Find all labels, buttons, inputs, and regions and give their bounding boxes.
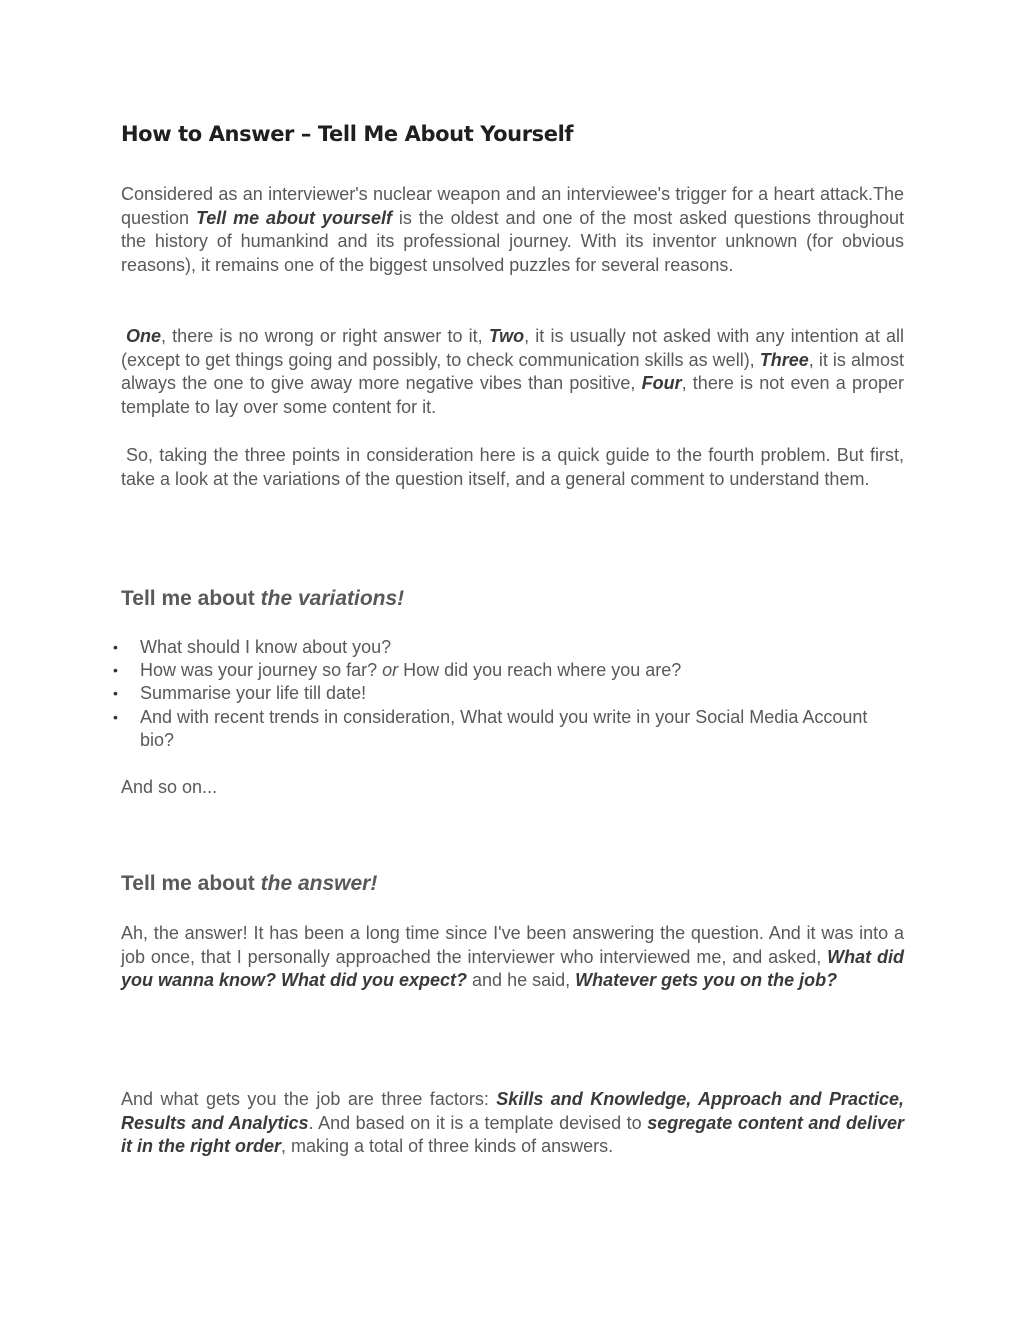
bullet-icon: • [113,639,118,655]
point-two: Two [488,326,525,346]
answer-heading-italic: the answer! [260,872,378,895]
list-item [0,706,904,752]
list-item [0,682,904,705]
intro-paragraph [121,183,904,278]
factors-emphasis-1: Skills and Knowledge, Approach and Practice, Results and Analytics [121,1089,904,1133]
points-text-4: , there is not even a proper template to lay over some content for it. [121,373,904,418]
points-text-3: , it is almost always the one to give away more negative vibes than positive, [121,349,904,394]
answer-emphasis-2: Whatever gets you on the job? [575,970,838,991]
variations-heading [121,587,404,611]
intro-text-2: is the oldest and one of the most asked questions throughout the history of humankind and its professional journey. With its inventor unknown (for obvious reasons), it remains one of the biggest unsolved puzzles for several reasons. [121,207,905,276]
guide-paragraph: So, taking the three points in consideration here is a quick guide to the fourth problem. But first, take a look at the variations of the question itself, and a general comment to understand them. [121,445,904,489]
points-text-1: , there is no wrong or right answer to it, [161,326,489,346]
points-paragraph [121,325,904,420]
list-item-rest: How did you reach where you are? [398,660,682,681]
answer-text-2: and he said, [467,970,576,991]
intro-emphasis: Tell me about yourself [195,207,392,228]
answer-heading [121,872,377,896]
list-item [0,659,904,682]
list-item-text: What should I know about you? [140,637,392,657]
factors-text-3: , making a total of three kinds of answers. [281,1136,614,1157]
answer-emphasis-1: What did you wanna know? What did you expect? [121,946,905,991]
bullet-icon: • [113,685,118,702]
factors-text-1: And what gets you the job are three factors: [121,1089,497,1109]
list-item-italic: or [382,660,399,681]
variations-heading-plain: Tell me about [121,587,261,610]
point-three: Three [759,349,809,370]
factors-emphasis-2: segregate content and deliver it in the right order [121,1112,905,1157]
point-one: One [126,326,162,346]
factors-text-2: . And based on it is a template devised to [308,1112,648,1133]
list-item-text: And with recent trends in consideration, What would you write in your Social Media Account bio? [140,706,868,750]
bullet-icon: • [113,662,118,679]
point-four: Four [641,373,682,394]
variations-heading-italic: the variations! [260,587,405,610]
bullet-icon: • [113,708,118,725]
list-item [0,636,904,659]
points-text-2: , it is usually not asked with any intention at all (except to get things going and possibly, to check communication skills as well), [121,326,904,370]
list-item-text: Summarise your life till date! [140,683,367,704]
answer-text-1: Ah, the answer! It has been a long time since I've been answering the question. And it was into a job once, that I personally approached the interviewer who interviewed me, and asked, [121,923,904,967]
variations-closing: And so on... [121,777,218,797]
answer-paragraph [121,922,904,993]
list-item-text: How was your journey so far? [140,660,383,681]
intro-text-1: Considered as an interviewer's nuclear weapon and an interviewee's trigger for a heart attack.The question [121,184,904,228]
factors-paragraph [121,1088,904,1159]
document-title: How to Answer – Tell Me About Yourself [121,122,574,146]
answer-heading-plain: Tell me about [121,872,261,895]
variations-list [0,636,904,752]
